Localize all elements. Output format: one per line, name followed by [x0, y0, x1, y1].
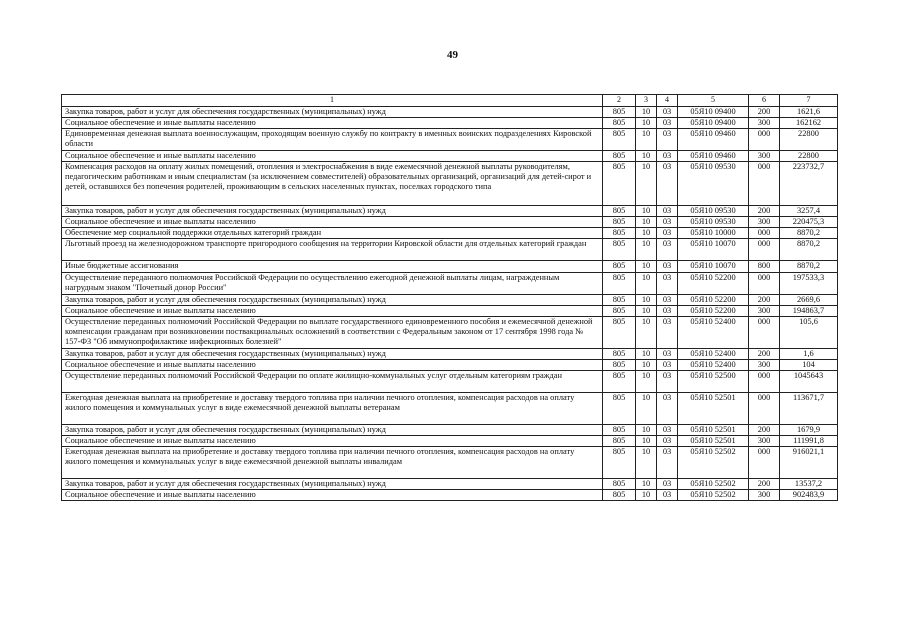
amount-cell: 220475,3: [780, 217, 838, 228]
ministry-code-cell: 805: [603, 490, 636, 501]
expense-name-cell: Социальное обеспечение и иные выплаты населению: [62, 217, 603, 228]
subsection-code-cell: 03: [657, 370, 678, 392]
amount-cell: 1045643: [780, 370, 838, 392]
target-article-cell: 05Я10 09530: [678, 217, 749, 228]
expense-type-cell: 000: [749, 392, 780, 424]
amount-cell: 1621,6: [780, 107, 838, 118]
subsection-code-cell: 03: [657, 272, 678, 294]
expense-name-cell: Закупка товаров, работ и услуг для обеспечения государственных (муниципальных) нужд: [62, 206, 603, 217]
amount-cell: 3257,4: [780, 206, 838, 217]
subsection-code-cell: 03: [657, 118, 678, 129]
ministry-code-cell: 805: [603, 447, 636, 479]
subsection-code-cell: 03: [657, 479, 678, 490]
target-article-cell: 05Я10 52502: [678, 490, 749, 501]
amount-cell: 162162: [780, 118, 838, 129]
target-article-cell: 05Я10 52200: [678, 272, 749, 294]
target-article-cell: 05Я10 09400: [678, 118, 749, 129]
target-article-cell: 05Я10 09400: [678, 107, 749, 118]
subsection-code-cell: 03: [657, 228, 678, 239]
target-article-cell: 05Я10 10000: [678, 228, 749, 239]
page-number: 49: [447, 49, 458, 61]
table-row: [62, 129, 838, 151]
section-code-cell: 10: [636, 435, 657, 446]
table-row: [62, 479, 838, 490]
expense-type-cell: 200: [749, 294, 780, 305]
header-cell: 3: [636, 95, 657, 107]
subsection-code-cell: 03: [657, 490, 678, 501]
subsection-code-cell: 03: [657, 305, 678, 316]
budget-table: [61, 94, 838, 501]
expense-type-cell: 000: [749, 370, 780, 392]
table-row: [62, 392, 838, 424]
header-cell: 4: [657, 95, 678, 107]
target-article-cell: 05Я10 10070: [678, 239, 749, 261]
table-body: [62, 107, 838, 501]
table-row: [62, 305, 838, 316]
section-code-cell: 10: [636, 316, 657, 348]
ministry-code-cell: 805: [603, 305, 636, 316]
expense-name-cell: Закупка товаров, работ и услуг для обеспечения государственных (муниципальных) нужд: [62, 294, 603, 305]
amount-cell: 1,6: [780, 348, 838, 359]
target-article-cell: 05Я10 52200: [678, 305, 749, 316]
subsection-code-cell: 03: [657, 348, 678, 359]
table-row: [62, 294, 838, 305]
expense-name-cell: Социальное обеспечение и иные выплаты населению: [62, 151, 603, 162]
section-code-cell: 10: [636, 490, 657, 501]
section-code-cell: 10: [636, 129, 657, 151]
expense-type-cell: 800: [749, 261, 780, 272]
expense-name-cell: Обеспечение мер социальной поддержки отдельных категорий граждан: [62, 228, 603, 239]
ministry-code-cell: 805: [603, 294, 636, 305]
expense-type-cell: 300: [749, 435, 780, 446]
table-row: [62, 118, 838, 129]
header-cell: 6: [749, 95, 780, 107]
table-row: [62, 348, 838, 359]
expense-name-cell: Социальное обеспечение и иные выплаты населению: [62, 359, 603, 370]
table-row: [62, 490, 838, 501]
expense-type-cell: 000: [749, 316, 780, 348]
amount-cell: 104: [780, 359, 838, 370]
ministry-code-cell: 805: [603, 151, 636, 162]
target-article-cell: 05Я10 09460: [678, 151, 749, 162]
ministry-code-cell: 805: [603, 435, 636, 446]
expense-type-cell: 300: [749, 490, 780, 501]
expense-type-cell: 300: [749, 305, 780, 316]
section-code-cell: 10: [636, 370, 657, 392]
target-article-cell: 05Я10 52501: [678, 392, 749, 424]
section-code-cell: 10: [636, 261, 657, 272]
table-row: [62, 107, 838, 118]
table-row: [62, 239, 838, 261]
amount-cell: 13537,2: [780, 479, 838, 490]
expense-type-cell: 000: [749, 129, 780, 151]
table-row: [62, 206, 838, 217]
subsection-code-cell: 03: [657, 294, 678, 305]
section-code-cell: 10: [636, 447, 657, 479]
section-code-cell: 10: [636, 239, 657, 261]
subsection-code-cell: 03: [657, 217, 678, 228]
amount-cell: 197533,3: [780, 272, 838, 294]
table-row: [62, 261, 838, 272]
expense-name-cell: Компенсация расходов на оплату жилых помещений, отопления и электроснабжения в виде ежемесячной денежной выплаты руководителям, педагогическим работникам и иным специалистам (за исключением совместителей) образовательных организаций, организаций для детей-сирот и детей, оставшихся без попечения родителей, проживающим в сельских населенных пунктах, поселках городского типа: [62, 162, 603, 206]
subsection-code-cell: 03: [657, 107, 678, 118]
expense-type-cell: 200: [749, 348, 780, 359]
table-row: [62, 316, 838, 348]
target-article-cell: 05Я10 52501: [678, 424, 749, 435]
table-row: [62, 162, 838, 206]
expense-name-cell: Социальное обеспечение и иные выплаты населению: [62, 435, 603, 446]
ministry-code-cell: 805: [603, 162, 636, 206]
section-code-cell: 10: [636, 107, 657, 118]
table-row: [62, 435, 838, 446]
expense-type-cell: 300: [749, 217, 780, 228]
table-row: [62, 228, 838, 239]
table-row: [62, 447, 838, 479]
target-article-cell: 05Я10 52200: [678, 294, 749, 305]
ministry-code-cell: 805: [603, 239, 636, 261]
subsection-code-cell: 03: [657, 435, 678, 446]
section-code-cell: 10: [636, 206, 657, 217]
target-article-cell: 05Я10 52400: [678, 316, 749, 348]
ministry-code-cell: 805: [603, 424, 636, 435]
expense-type-cell: 000: [749, 228, 780, 239]
expense-name-cell: Льготный проезд на железнодорожном транспорте пригородного сообщения на территории Кировской области для отдельных категорий граждан: [62, 239, 603, 261]
header-cell: 7: [780, 95, 838, 107]
table-row: [62, 151, 838, 162]
section-code-cell: 10: [636, 294, 657, 305]
ministry-code-cell: 805: [603, 228, 636, 239]
expense-name-cell: Социальное обеспечение и иные выплаты населению: [62, 118, 603, 129]
header-row: [62, 95, 838, 107]
amount-cell: 8870,2: [780, 228, 838, 239]
expense-type-cell: 000: [749, 162, 780, 206]
amount-cell: 194863,7: [780, 305, 838, 316]
target-article-cell: 05Я10 52400: [678, 348, 749, 359]
ministry-code-cell: 805: [603, 348, 636, 359]
amount-cell: 1679,9: [780, 424, 838, 435]
subsection-code-cell: 03: [657, 316, 678, 348]
amount-cell: 22800: [780, 151, 838, 162]
expense-name-cell: Закупка товаров, работ и услуг для обеспечения государственных (муниципальных) нужд: [62, 479, 603, 490]
ministry-code-cell: 805: [603, 118, 636, 129]
section-code-cell: 10: [636, 479, 657, 490]
expense-type-cell: 200: [749, 206, 780, 217]
expense-name-cell: Ежегодная денежная выплата на приобретение и доставку твердого топлива при наличии печного отопления, компенсация расходов на оплату жилого помещения и коммунальных услуг в виде ежемесячной денежной выплаты инвалидам: [62, 447, 603, 479]
expense-type-cell: 000: [749, 272, 780, 294]
ministry-code-cell: 805: [603, 370, 636, 392]
expense-name-cell: Единовременная денежная выплата военнослужащим, проходящим военную службу по контракту в именных воинских подразделениях Кировской области: [62, 129, 603, 151]
header-cell: 5: [678, 95, 749, 107]
ministry-code-cell: 805: [603, 107, 636, 118]
amount-cell: 8870,2: [780, 239, 838, 261]
target-article-cell: 05Я10 09460: [678, 129, 749, 151]
section-code-cell: 10: [636, 217, 657, 228]
table-row: [62, 370, 838, 392]
amount-cell: 902483,9: [780, 490, 838, 501]
target-article-cell: 05Я10 09530: [678, 206, 749, 217]
ministry-code-cell: 805: [603, 479, 636, 490]
expense-type-cell: 000: [749, 447, 780, 479]
target-article-cell: 05Я10 09530: [678, 162, 749, 206]
section-code-cell: 10: [636, 272, 657, 294]
target-article-cell: 05Я10 52500: [678, 370, 749, 392]
subsection-code-cell: 03: [657, 447, 678, 479]
expense-name-cell: Закупка товаров, работ и услуг для обеспечения государственных (муниципальных) нужд: [62, 107, 603, 118]
expense-name-cell: Социальное обеспечение и иные выплаты населению: [62, 305, 603, 316]
expense-name-cell: Закупка товаров, работ и услуг для обеспечения государственных (муниципальных) нужд: [62, 424, 603, 435]
ministry-code-cell: 805: [603, 272, 636, 294]
expense-type-cell: 200: [749, 424, 780, 435]
section-code-cell: 10: [636, 162, 657, 206]
subsection-code-cell: 03: [657, 392, 678, 424]
expense-name-cell: Закупка товаров, работ и услуг для обеспечения государственных (муниципальных) нужд: [62, 348, 603, 359]
amount-cell: 105,6: [780, 316, 838, 348]
section-code-cell: 10: [636, 392, 657, 424]
expense-name-cell: Ежегодная денежная выплата на приобретение и доставку твердого топлива при наличии печного отопления, компенсация расходов на оплату жилого помещения и коммунальных услуг в виде ежемесячной денежной выплаты ветеранам: [62, 392, 603, 424]
subsection-code-cell: 03: [657, 424, 678, 435]
expense-type-cell: 200: [749, 479, 780, 490]
target-article-cell: 05Я10 52502: [678, 479, 749, 490]
expense-type-cell: 300: [749, 359, 780, 370]
expense-name-cell: Социальное обеспечение и иные выплаты населению: [62, 490, 603, 501]
ministry-code-cell: 805: [603, 261, 636, 272]
section-code-cell: 10: [636, 151, 657, 162]
table-row: [62, 272, 838, 294]
expense-type-cell: 000: [749, 239, 780, 261]
target-article-cell: 05Я10 52502: [678, 447, 749, 479]
section-code-cell: 10: [636, 228, 657, 239]
expense-name-cell: Осуществление переданного полномочия Российской Федерации по осуществлению ежегодной денежной выплаты лицам, награжденным нагрудным знаком "Почетный донор России": [62, 272, 603, 294]
target-article-cell: 05Я10 52501: [678, 435, 749, 446]
table-row: [62, 359, 838, 370]
expense-name-cell: Иные бюджетные ассигнования: [62, 261, 603, 272]
expense-name-cell: Осуществление переданных полномочий Российской Федерации по оплате жилищно-коммунальных услуг отдельным категориям граждан: [62, 370, 603, 392]
section-code-cell: 10: [636, 359, 657, 370]
expense-type-cell: 300: [749, 118, 780, 129]
amount-cell: 113671,7: [780, 392, 838, 424]
section-code-cell: 10: [636, 118, 657, 129]
amount-cell: 223732,7: [780, 162, 838, 206]
ministry-code-cell: 805: [603, 129, 636, 151]
subsection-code-cell: 03: [657, 206, 678, 217]
section-code-cell: 10: [636, 305, 657, 316]
target-article-cell: 05Я10 10070: [678, 261, 749, 272]
ministry-code-cell: 805: [603, 316, 636, 348]
amount-cell: 8870,2: [780, 261, 838, 272]
subsection-code-cell: 03: [657, 129, 678, 151]
table-row: [62, 424, 838, 435]
target-article-cell: 05Я10 52400: [678, 359, 749, 370]
amount-cell: 916021,1: [780, 447, 838, 479]
expense-type-cell: 200: [749, 107, 780, 118]
ministry-code-cell: 805: [603, 217, 636, 228]
ministry-code-cell: 805: [603, 359, 636, 370]
expense-name-cell: Осуществление переданных полномочий Российской Федерации по выплате государственного единовременного пособия и ежемесячной денежной компенсации гражданам при возникновении поствакцинальных осложнений в соответствии с Федеральным законом от 17 сентября 1998 года № 157-ФЗ "Об иммунопрофилактике инфекционных болезней": [62, 316, 603, 348]
amount-cell: 22800: [780, 129, 838, 151]
subsection-code-cell: 03: [657, 261, 678, 272]
amount-cell: 111991,8: [780, 435, 838, 446]
section-code-cell: 10: [636, 348, 657, 359]
subsection-code-cell: 03: [657, 162, 678, 206]
subsection-code-cell: 03: [657, 359, 678, 370]
ministry-code-cell: 805: [603, 392, 636, 424]
table-row: [62, 217, 838, 228]
header-cell: 2: [603, 95, 636, 107]
subsection-code-cell: 03: [657, 239, 678, 261]
header-cell: 1: [62, 95, 603, 107]
expense-type-cell: 300: [749, 151, 780, 162]
ministry-code-cell: 805: [603, 206, 636, 217]
section-code-cell: 10: [636, 424, 657, 435]
subsection-code-cell: 03: [657, 151, 678, 162]
amount-cell: 2669,6: [780, 294, 838, 305]
